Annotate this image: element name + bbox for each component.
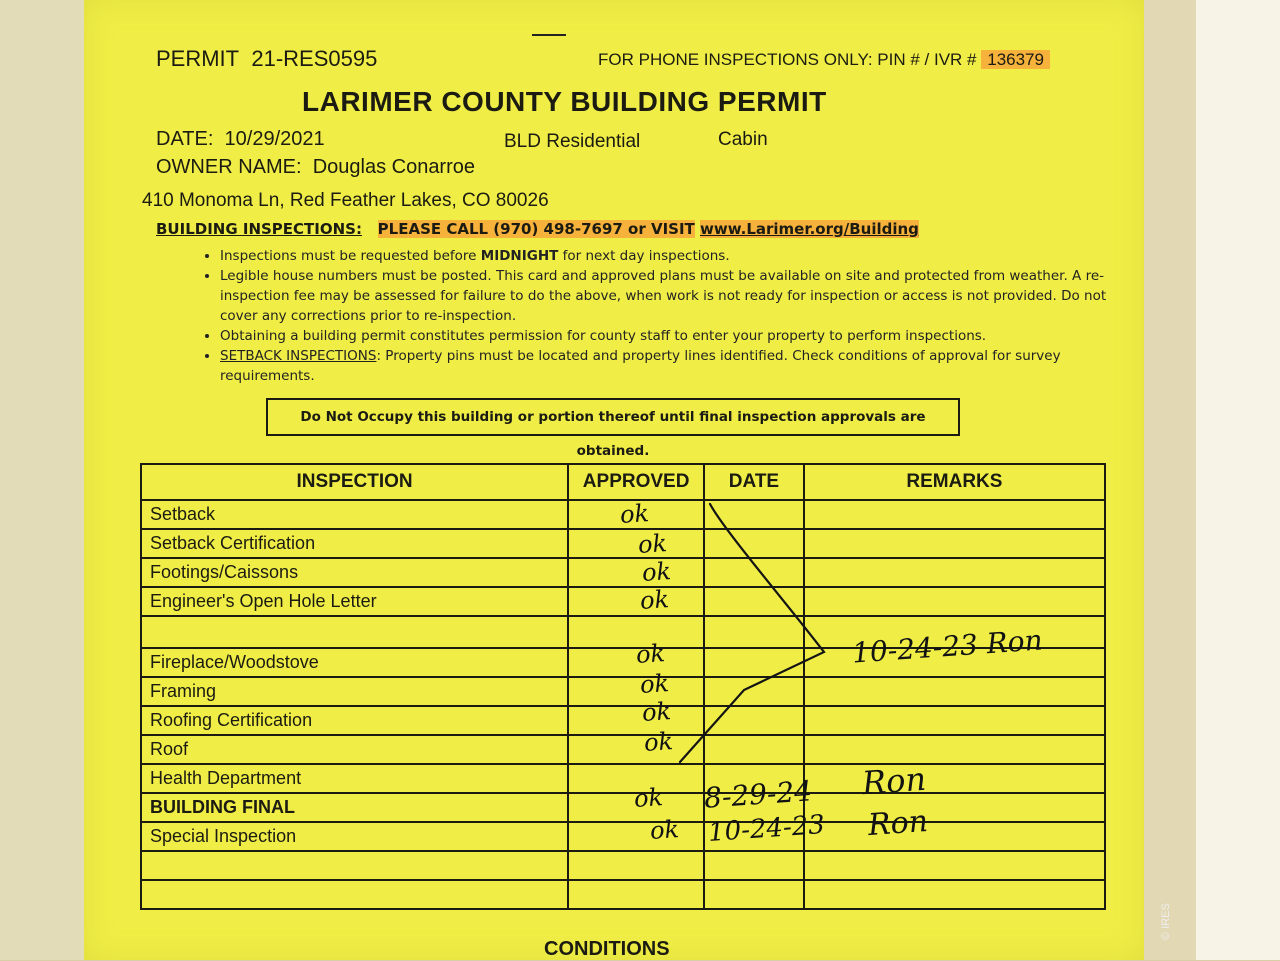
inspection-name: Special Inspection [141,822,568,851]
final-signature: Ron [860,759,928,803]
special-signature: Ron [866,803,930,844]
special-date: 10-24-23 [707,809,826,849]
handwritten-ok: ok [639,669,670,699]
inspection-name: Fireplace/Woodstove [141,648,568,677]
date-label: DATE: [156,128,214,150]
header-approved: APPROVED [568,464,704,500]
permit-type: BLD Residential [504,131,641,152]
permit-number: 21-RES0595 [251,46,378,71]
header-date: DATE [704,464,804,500]
handwritten-ok: ok [639,585,670,615]
owner-name: Douglas Conarroe [312,156,476,178]
final-ok: ok [633,783,664,813]
handwritten-ok: ok [643,727,674,757]
handwritten-ok: ok [637,529,668,559]
permit-subtype: Cabin [718,129,768,150]
header-remarks: REMARKS [804,464,1105,500]
conditions-heading: CONDITIONS [544,938,670,960]
inspection-name: Roof [141,735,568,764]
inspection-name: Health Department [141,764,568,793]
rule-item: • Obtaining a building permit constitutes permission for county staff to enter your property to perform inspections. [220,326,1120,346]
header-inspection: INSPECTION [141,464,568,500]
final-date: 8-29-24 [702,774,814,815]
inspection-name: Setback [141,500,568,529]
phone-label: FOR PHONE INSPECTIONS ONLY: PIN # / IVR # [598,50,977,69]
background-left [0,0,84,960]
handwritten-ok: ok [641,557,672,587]
rule-item: • Inspections must be requested before MIDNIGHT for next day inspections. [220,246,1120,266]
permit-card [84,0,1144,960]
occupancy-notice: Do Not Occupy this building or portion thereof until final inspection approvals are obtained. [266,398,960,436]
handwritten-ok: ok [635,639,666,669]
inspection-name: BUILDING FINAL [141,793,568,822]
rule-item: • SETBACK INSPECTIONS: Property pins must be located and property lines identified. Check conditions of approval for survey requirements. [220,346,1120,386]
inspection-name: Framing [141,677,568,706]
handwritten-ok: ok [641,697,672,727]
handwritten-remark: 10-24-23 Ron [851,623,1044,670]
inspection-name: Footings/Caissons [141,558,568,587]
rule-item: • Legible house numbers must be posted. This card and approved plans must be available on site and protected from weather. A re-inspection fee may be assessed for failure to do the above, when work is not ready for inspection or access is not provided. Do not cover any corrections prior to re-inspection. [220,266,1120,326]
inspections-label: BUILDING INSPECTIONS: [156,220,362,238]
handwritten-ok: ok [619,499,650,529]
inspection-name: Engineer's Open Hole Letter [141,587,568,616]
permit-label: PERMIT [156,46,240,71]
inspection-name: Roofing Certification [141,706,568,735]
date-value: 10/29/2021 [224,128,325,150]
call-instructions: PLEASE CALL (970) 498-7697 or VISIT [377,220,695,238]
building-url: www.Larimer.org/Building [700,220,919,238]
handwritten-bracket [84,0,1144,960]
background-right [1140,0,1280,960]
inspection-name: Setback Certification [141,529,568,558]
copyright-watermark: © IRES [1160,903,1172,940]
property-address: 410 Monoma Ln, Red Feather Lakes, CO 80026 [142,190,549,211]
owner-label: OWNER NAME: [156,156,302,178]
special-ok: ok [649,815,680,845]
page-title: LARIMER COUNTY BUILDING PERMIT [302,86,827,117]
pin-number: 136379 [981,50,1050,69]
